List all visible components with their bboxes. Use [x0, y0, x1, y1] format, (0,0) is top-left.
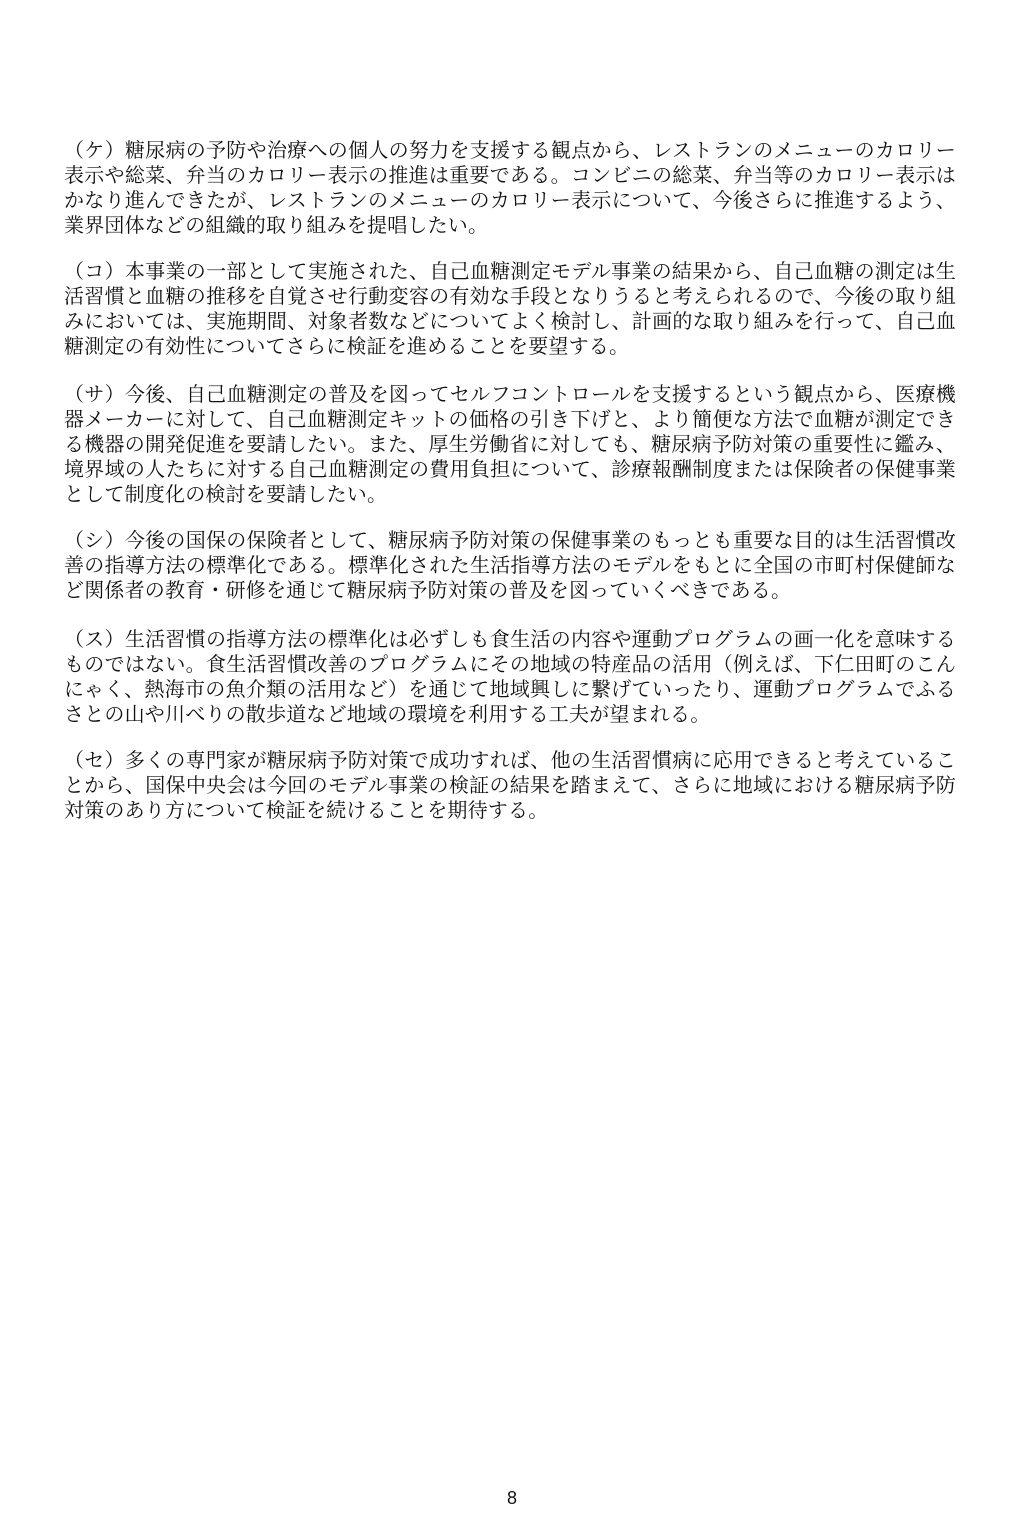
document-body: [64, 138, 956, 844]
paragraph-ko: （コ）本事業の一部として実施された、自己血糖測定モデル事業の結果から、自己血糖の測定は生活習慣と血糖の推移を自覚させ行動変容の有効な手段となりうると考えられるので、今後の取り組みにおいては、実施期間、対象者数などについてよく検討し、計画的な取り組みを行って、自己血糖測定の有効性についてさらに検証を進めることを要望する。: [64, 259, 956, 358]
page-number: 8: [506, 1488, 517, 1508]
paragraph-shi: （シ）今後の国保の保険者として、糖尿病予防対策の保健事業のもっとも重要な目的は生活習慣改善の指導方法の標準化である。標準化された生活指導方法のモデルをもとに全国の市町村保健師など関係者の教育・研修を通じて糖尿病予防対策の普及を図っていくべきである。: [64, 528, 956, 602]
paragraph-se: （セ）多くの専門家が糖尿病予防対策で成功すれば、他の生活習慣病に応用できると考えていることから、国保中央会は今回のモデル事業の検証の結果を踏まえて、さらに地域における糖尿病予防対策のあり方について検証を続けることを期待する。: [64, 748, 956, 822]
paragraph-sa: （サ）今後、自己血糖測定の普及を図ってセルフコントロールを支援するという観点から、医療機器メーカーに対して、自己血糖測定キットの価格の引き下げと、より簡便な方法で血糖が測定できる機器の開発促進を要請したい。また、厚生労働省に対しても、糖尿病予防対策の重要性に鑑み、境界域の人たちに対する自己血糖測定の費用負担について、診療報酬制度または保険者の保健事業として制度化の検討を要請したい。: [64, 382, 956, 506]
paragraph-su: （ス）生活習慣の指導方法の標準化は必ずしも食生活の内容や運動プログラムの画一化を意味するものではない。食生活習慣改善のプログラムにその地域の特産品の活用（例えば、下仁田町のこんにゃく、熱海市の魚介類の活用など）を通じて地域興しに繋げていったり、運動プログラムでふるさとの山や川べりの散歩道など地域の環境を利用する工夫が望まれる。: [64, 627, 956, 726]
paragraph-ke: （ケ）糖尿病の予防や治療への個人の努力を支援する観点から、レストランのメニューのカロリー表示や総菜、弁当のカロリー表示の推進は重要である。コンビニの総菜、弁当等のカロリー表示はかなり進んできたが、レストランのメニューのカロリー表示について、今後さらに推進するよう、業界団体などの組織的取り組みを提唱したい。: [64, 138, 956, 237]
